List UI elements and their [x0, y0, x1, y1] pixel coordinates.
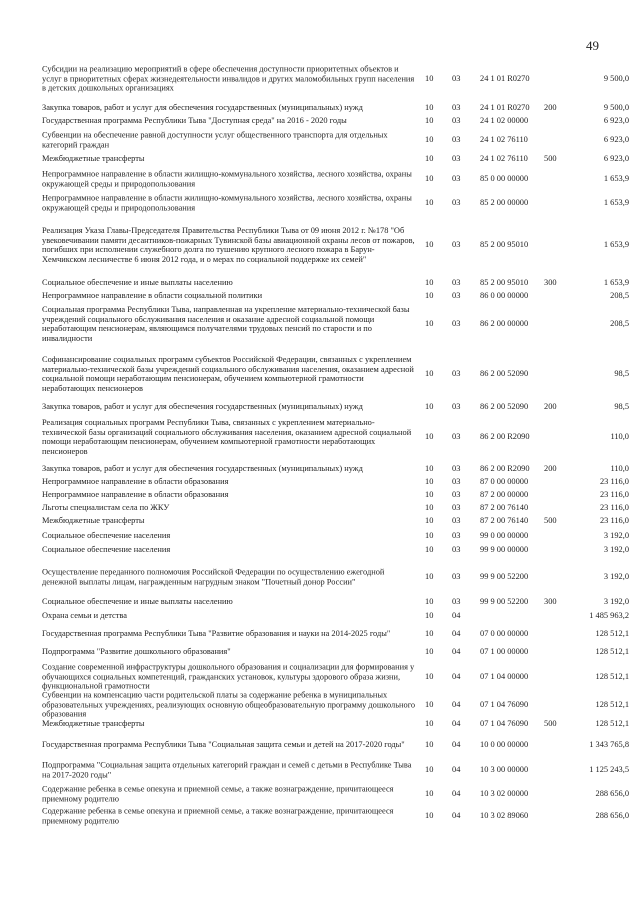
row-name: Закупка товаров, работ и услуг для обеспечения государственных (муниципальных) нужд	[42, 103, 363, 113]
row-target-code: 86 2 00 00000	[480, 319, 529, 329]
row-subsection: 04	[452, 765, 461, 775]
row-section: 10	[425, 319, 434, 329]
row-section: 10	[425, 135, 434, 145]
row-section: 10	[425, 291, 434, 301]
row-target-code: 87 2 00 76140	[480, 516, 529, 526]
row-name: Государственная программа Республики Тыва "Развитие образования и науки на 2014-2025 годы"	[42, 629, 391, 639]
row-sum: 1 653,9	[603, 174, 629, 184]
row-section: 10	[425, 503, 434, 513]
row-subsection: 03	[452, 464, 461, 474]
row-section: 10	[425, 572, 434, 582]
row-sum: 23 116,0	[599, 516, 629, 526]
row-name: Охрана семьи и детства	[42, 611, 127, 621]
table-row	[0, 401, 640, 413]
row-sum: 110,0	[610, 432, 629, 442]
row-target-code: 99 9 00 52200	[480, 572, 529, 582]
table-row	[0, 225, 640, 265]
row-subsection: 03	[452, 572, 461, 582]
row-sum: 128 512,1	[595, 672, 629, 682]
row-section: 10	[425, 672, 434, 682]
row-section: 10	[425, 789, 434, 799]
row-name: Непрограммное направление в области образования	[42, 477, 229, 487]
row-section: 10	[425, 490, 434, 500]
row-section: 10	[425, 154, 434, 164]
row-sum: 1 653,9	[603, 278, 629, 288]
row-sum: 1 485 963,2	[589, 611, 629, 621]
row-section: 10	[425, 369, 434, 379]
row-subsection: 04	[452, 811, 461, 821]
row-name: Непрограммное направление в области жилищно-коммунального хозяйства, лесного хозяйства, охраны окружающей среды и природопользования	[42, 169, 412, 188]
row-target-code: 86 2 00 52090	[480, 369, 529, 379]
table-row	[0, 168, 640, 190]
row-sum: 128 512,1	[595, 719, 629, 729]
row-subsection: 03	[452, 278, 461, 288]
row-expense-kind: 500	[544, 719, 557, 729]
row-section: 10	[425, 464, 434, 474]
row-name: Непрограммное направление в области образования	[42, 490, 229, 500]
row-expense-kind: 200	[544, 402, 557, 412]
row-name: Софинансирование социальных программ субъектов Российской Федерации, связанных с укреплением материально-технической базы учреждений социального обслуживания населения, оказанием адресной социальной помощи неработающим пенсионерам, обучением компьютерной грамотности неработающих пенсионеров	[42, 354, 414, 393]
row-name: Субвенции на обеспечение равной доступности услуг общественного транспорта для отдельных категорий граждан	[42, 130, 388, 149]
row-section: 10	[425, 811, 434, 821]
row-subsection: 04	[452, 700, 461, 710]
table-row	[0, 718, 640, 730]
row-target-code: 07 1 04 76090	[480, 719, 529, 729]
row-subsection: 04	[452, 789, 461, 799]
table-row	[0, 530, 640, 542]
row-section: 10	[425, 477, 434, 487]
row-name: Социальное обеспечение населения	[42, 531, 171, 541]
row-name: Государственная программа Республики Тыва "Доступная среда" на 2016 - 2020 годы	[42, 116, 347, 126]
table-row	[0, 153, 640, 165]
row-name: Создание современной инфраструктуры дошкольного образования и социализации для формирования у обучающихся социальных компетенций, гражданских установок, культуры здорового образа жизни, функциональной грамотности	[42, 662, 415, 691]
row-name: Закупка товаров, работ и услуг для обеспечения государственных (муниципальных) нужд	[42, 464, 363, 474]
row-target-code: 10 3 02 00000	[480, 789, 529, 799]
row-target-code: 10 3 00 00000	[480, 765, 529, 775]
row-sum: 208,5	[610, 291, 629, 301]
row-section: 10	[425, 531, 434, 541]
row-section: 10	[425, 740, 434, 750]
table-row	[0, 115, 640, 127]
table-row	[0, 566, 640, 588]
row-subsection: 03	[452, 319, 461, 329]
row-target-code: 87 2 00 76140	[480, 503, 529, 513]
table-row	[0, 129, 640, 151]
row-expense-kind: 500	[544, 516, 557, 526]
table-row	[0, 596, 640, 608]
table-row	[0, 61, 640, 97]
row-target-code: 07 1 04 76090	[480, 700, 529, 710]
row-sum: 23 116,0	[599, 477, 629, 487]
row-subsection: 03	[452, 198, 461, 208]
row-target-code: 86 2 00 R2090	[480, 432, 530, 442]
row-name: Социальная программа Республики Тыва, направленная на укрепление материально-технической базы учреждений социального обслуживания населения и оказание адресной социальной помощи неработающим пенсионерам, являющимся получателями трудовых пенсий по старости и по инвалидности	[42, 304, 410, 343]
row-subsection: 03	[452, 402, 461, 412]
row-subsection: 04	[452, 629, 461, 639]
table-row	[0, 417, 640, 457]
row-section: 10	[425, 700, 434, 710]
row-section: 10	[425, 765, 434, 775]
row-target-code: 85 2 00 00000	[480, 198, 529, 208]
row-sum: 1 343 765,8	[589, 740, 629, 750]
row-sum: 208,5	[610, 319, 629, 329]
row-section: 10	[425, 198, 434, 208]
table-row	[0, 290, 640, 302]
row-section: 10	[425, 240, 434, 250]
row-subsection: 04	[452, 740, 461, 750]
row-sum: 3 192,0	[603, 597, 629, 607]
row-sum: 98,5	[614, 402, 629, 412]
row-section: 10	[425, 174, 434, 184]
row-name: Содержание ребенка в семье опекуна и приемной семье, а также вознаграждение, причитающееся приемному родителю	[42, 784, 394, 803]
row-sum: 6 923,0	[603, 154, 629, 164]
row-target-code: 07 1 04 00000	[480, 672, 529, 682]
row-section: 10	[425, 516, 434, 526]
row-name: Межбюджетные трансферты	[42, 154, 145, 164]
row-name: Социальное обеспечение и иные выплаты населению	[42, 278, 233, 288]
row-name: Льготы специалистам села по ЖКУ	[42, 503, 170, 513]
table-row	[0, 610, 640, 622]
row-expense-kind: 200	[544, 103, 557, 113]
row-target-code: 99 9 00 52200	[480, 597, 529, 607]
row-section: 10	[425, 611, 434, 621]
row-name: Закупка товаров, работ и услуг для обеспечения государственных (муниципальных) нужд	[42, 402, 363, 412]
row-sum: 3 192,0	[603, 545, 629, 555]
row-section: 10	[425, 545, 434, 555]
row-sum: 128 512,1	[595, 629, 629, 639]
row-name: Межбюджетные трансферты	[42, 516, 145, 526]
row-sum: 6 923,0	[603, 116, 629, 126]
row-sum: 128 512,1	[595, 700, 629, 710]
row-subsection: 03	[452, 154, 461, 164]
row-name: Непрограммное направление в области жилищно-коммунального хозяйства, лесного хозяйства, охраны окружающей среды и природопользования	[42, 193, 412, 212]
table-row	[0, 734, 640, 756]
row-sum: 1 125 243,5	[589, 765, 629, 775]
table-row	[0, 783, 640, 805]
row-subsection: 03	[452, 291, 461, 301]
row-subsection: 04	[452, 647, 461, 657]
row-name: Социальное обеспечение населения	[42, 545, 171, 555]
row-name: Осуществление переданного полномочия Российской Федерации по осуществлению ежегодной денежной выплаты лицам, награжденным нагрудным знаком "Почетный донор России"	[42, 567, 385, 586]
row-name: Межбюджетные трансферты	[42, 719, 145, 729]
row-subsection: 03	[452, 490, 461, 500]
table-row	[0, 489, 640, 501]
table-row	[0, 476, 640, 488]
row-subsection: 03	[452, 531, 461, 541]
row-name: Подпрограмма "Социальная защита отдельных категорий граждан и семей с детьми в Республике Тыва на 2017-2020 годы"	[42, 760, 412, 779]
row-sum: 98,5	[614, 369, 629, 379]
row-name: Содержание ребенка в семье опекуна и приемной семье, а также вознаграждение, причитающееся приемному родителю	[42, 806, 394, 825]
row-subsection: 03	[452, 369, 461, 379]
row-sum: 3 192,0	[603, 531, 629, 541]
row-section: 10	[425, 647, 434, 657]
row-sum: 6 923,0	[603, 135, 629, 145]
row-sum: 3 192,0	[603, 572, 629, 582]
row-target-code: 10 0 00 00000	[480, 740, 529, 750]
table-row	[0, 102, 640, 114]
row-sum: 1 653,9	[603, 240, 629, 250]
table-row	[0, 690, 640, 720]
row-subsection: 03	[452, 477, 461, 487]
row-target-code: 86 0 00 00000	[480, 291, 529, 301]
row-subsection: 03	[452, 103, 461, 113]
table-row	[0, 805, 640, 827]
row-sum: 23 116,0	[599, 503, 629, 513]
row-subsection: 03	[452, 116, 461, 126]
row-target-code: 85 0 00 00000	[480, 174, 529, 184]
row-target-code: 24 1 01 R0270	[480, 74, 530, 84]
row-target-code: 24 1 02 00000	[480, 116, 529, 126]
table-row	[0, 304, 640, 344]
row-sum: 288 656,0	[595, 811, 629, 821]
row-section: 10	[425, 597, 434, 607]
row-name: Реализация социальных программ Республики Тыва, связанных с укреплением материально-технической базы организаций социального обслуживания населения, оказанием адресной социальной помощи неработающим пенсионерам, обучением компьютерной грамотности неработающих пенсионеров	[42, 417, 412, 456]
row-section: 10	[425, 629, 434, 639]
row-target-code: 87 0 00 00000	[480, 477, 529, 487]
row-subsection: 04	[452, 672, 461, 682]
row-section: 10	[425, 432, 434, 442]
row-sum: 9 500,0	[603, 103, 629, 113]
table-row	[0, 354, 640, 394]
table-row	[0, 277, 640, 289]
row-subsection: 03	[452, 597, 461, 607]
row-target-code: 85 2 00 95010	[480, 278, 529, 288]
row-target-code: 99 9 00 00000	[480, 545, 529, 555]
row-subsection: 03	[452, 503, 461, 513]
row-name: Реализация Указа Главы-Председателя Правительства Республики Тыва от 09 июня 2012 г. №178 "Об увековечивании памяти десантников-пожарных Тувинской базы авиационной охраны лесов от пожаров, погибших при исполнении служебного долга по тушению крупного лесного пожара в Барун-Хемчикском лесничестве 6 июня 2012 года, и о мерах по социальной поддержке их семей"	[42, 225, 415, 264]
row-subsection: 03	[452, 516, 461, 526]
row-section: 10	[425, 116, 434, 126]
row-subsection: 03	[452, 240, 461, 250]
table-row	[0, 192, 640, 214]
row-section: 10	[425, 103, 434, 113]
table-row	[0, 515, 640, 527]
row-subsection: 04	[452, 719, 461, 729]
table-row	[0, 646, 640, 658]
row-section: 10	[425, 719, 434, 729]
row-subsection: 03	[452, 74, 461, 84]
row-section: 10	[425, 74, 434, 84]
row-subsection: 03	[452, 135, 461, 145]
row-section: 10	[425, 278, 434, 288]
row-section: 10	[425, 402, 434, 412]
row-name: Государственная программа Республики Тыва "Социальная защита семьи и детей на 2017-2020 годы"	[42, 740, 405, 750]
row-expense-kind: 300	[544, 597, 557, 607]
row-target-code: 85 2 00 95010	[480, 240, 529, 250]
table-row	[0, 628, 640, 640]
row-target-code: 10 3 02 89060	[480, 811, 529, 821]
row-subsection: 03	[452, 432, 461, 442]
row-target-code: 24 1 01 R0270	[480, 103, 530, 113]
row-target-code: 24 1 02 76110	[480, 135, 528, 145]
row-target-code: 07 1 00 00000	[480, 647, 529, 657]
row-target-code: 86 2 00 52090	[480, 402, 529, 412]
row-expense-kind: 200	[544, 464, 557, 474]
row-sum: 128 512,1	[595, 647, 629, 657]
row-sum: 288 656,0	[595, 789, 629, 799]
row-sum: 9 500,0	[603, 74, 629, 84]
row-name: Подпрограмма "Развитие дошкольного образования"	[42, 647, 231, 657]
row-name: Социальное обеспечение и иные выплаты населению	[42, 597, 233, 607]
row-target-code: 99 0 00 00000	[480, 531, 529, 541]
row-subsection: 04	[452, 611, 461, 621]
row-subsection: 03	[452, 545, 461, 555]
page-number: 49	[586, 38, 599, 53]
table-row	[0, 502, 640, 514]
row-name: Субсидии на реализацию мероприятий в сфере обеспечения доступности приоритетных объектов и услуг в приоритетных сферах жизнедеятельности инвалидов и других маломобильных групп населения в детских дошкольных организациях	[42, 64, 415, 93]
row-subsection: 03	[452, 174, 461, 184]
row-expense-kind: 500	[544, 154, 557, 164]
row-target-code: 24 1 02 76110	[480, 154, 528, 164]
row-name: Субвенции на компенсацию части родительской платы за содержание ребенка в муниципальных образовательных учреждениях, реализующих основную общеобразовательную программу дошкольного образования	[42, 690, 416, 719]
table-row	[0, 759, 640, 781]
row-sum: 23 116,0	[599, 490, 629, 500]
table-row	[0, 463, 640, 475]
row-sum: 110,0	[610, 464, 629, 474]
table-row	[0, 662, 640, 692]
row-target-code: 87 2 00 00000	[480, 490, 529, 500]
table-row	[0, 544, 640, 556]
row-target-code: 07 0 00 00000	[480, 629, 529, 639]
row-expense-kind: 300	[544, 278, 557, 288]
row-name: Непрограммное направление в области социальной политики	[42, 291, 263, 301]
row-sum: 1 653,9	[603, 198, 629, 208]
row-target-code: 86 2 00 R2090	[480, 464, 530, 474]
